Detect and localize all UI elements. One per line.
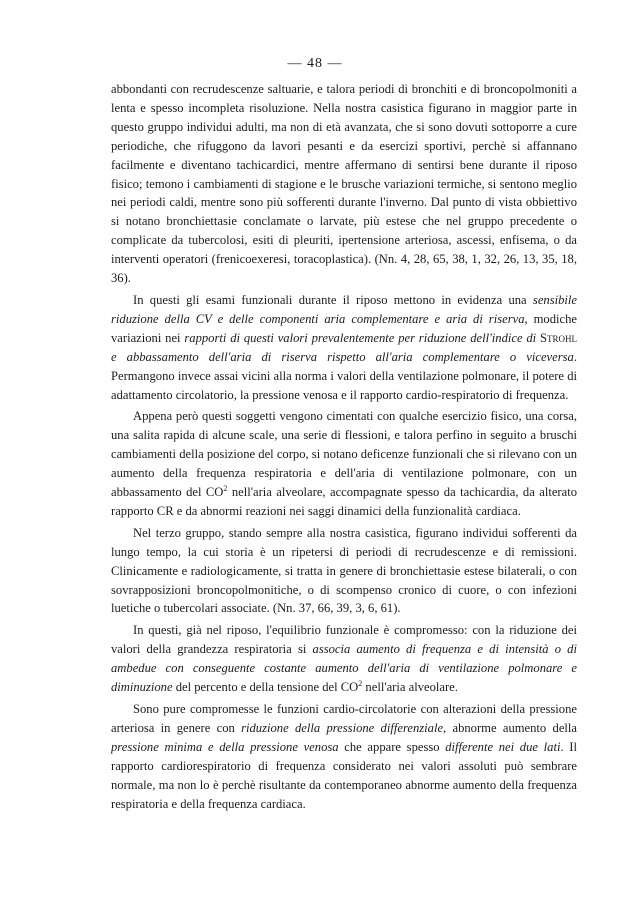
text-run: nell'aria alveolare. (362, 680, 458, 695)
emphasis-italic: riduzione della pressione differenziale (241, 720, 444, 735)
paragraph (111, 407, 577, 520)
emphasis-italic: e abbassamento dell'aria di riserva rispetto all'aria complementare o viceversa (111, 349, 574, 364)
emphasis-italic: rapporti di questi valori prevalentemente per riduzione dell'indice di (184, 330, 540, 345)
small-caps-name: Strohl (539, 330, 577, 345)
text-run: del percento e della tensione del CO (172, 680, 359, 695)
paragraph (111, 291, 577, 404)
text-run: , modiche variazioni nei (111, 311, 577, 345)
text-run: abbondanti con recrudescenze saltuarie, e talora periodi di bronchiti e di broncopolmoniti a lenta e spesso incompleta risoluzione. Nella nostra casistica figurano in maggior parte in questo gruppo individui adulti, ma non di età avanzata, che si sono dovuti sottoporre a cure periodiche, che rifuggono da lavori pesanti e da esercizi sportivi, perchè si affannano facilmente e diventano tachicardici, mentre affermano di sentirsi bene durante il riposo fisico; temono i cambiamenti di stagione e le brusche variazioni termiche, si sentono meglio nei periodi caldi, mentre sono più sofferenti durante l'inverno. Dal punto di vista obbiettivo si notano bronchiettasie conclamate o larvate, più estese che nel gruppo precedente o complicate da tubercolosi, esiti di pleuriti, ipertensione arteriosa, ascessi, enfisema, o da interventi operatori (frenicoexeresi, toracoplastica). (Nn. 4, 28, 65, 38, 1, 32, 26, 13, 35, 18, 36). (111, 82, 577, 286)
text-run: Appena però questi soggetti vengono cimentati con qualche esercizio fisico, una corsa, una salita rapida di alcune scale, una serie di flessioni, e talora perfino in seguito a bruschi cambiamenti della posizione del corpo, si notano deficenze funzionali che si rilevano con un aumento della frequenza respiratoria e dell'aria di ventilazione polmonare, con un abbassamento del CO (111, 409, 577, 500)
paragraph (111, 524, 577, 619)
text-run: In questi gli esami funzionali durante il riposo mettono in evidenza una (133, 292, 533, 307)
text-run: nell'aria alveolare, accompagnate spesso da tachicardia, da alterato rapporto CR e da abnormi reazioni nei saggi dinamici della funzionalità cardiaca. (111, 485, 577, 518)
body-text (111, 80, 577, 813)
paragraph (111, 621, 577, 697)
superscript: 2 (223, 484, 228, 494)
emphasis-italic: sensibile riduzione della CV e delle componenti aria complementare e aria di riserva (111, 292, 577, 326)
text-run: Sono pure compromesse le funzioni cardio-circolatorie con alterazioni della pressione arteriosa in genere con (111, 702, 577, 735)
text-run: Nel terzo gruppo, stando sempre alla nostra casistica, figurano individui sofferenti da lungo tempo, la cui storia è un ripetersi di periodi di recrudescenze e di remissioni. Clinicamente e radiologicamente, si tratta in genere di bronchiettasie estese bilaterali, o con sovrapposizioni broncopolmonitiche, o di scompenso cronico di cuore, o con infezioni luetiche o tubercolari associate. (Nn. 37, 66, 39, 3, 6, 61). (111, 525, 577, 616)
emphasis-italic: associa aumento di frequenza e di intensità o di ambedue con conseguente costante aumento dell'aria di ventilazione polmonare e diminuzione (111, 642, 577, 695)
text-run: . Il rapporto cardiorespiratorio di frequenza considerato nei valori assoluti può sembrare normale, ma non lo è perchè risultante da contemporaneo abnorme aumento della frequenza respiratoria e della frequenza cardiaca. (111, 739, 577, 811)
superscript: 2 (358, 679, 363, 689)
text-run: che appare spesso (338, 739, 446, 754)
emphasis-italic: pressione minima e della pressione venosa (111, 739, 339, 754)
text-run: . Permangono invece assai vicini alla norma i valori della ventilazione polmonare, il potere di adattamento circolatorio, la pressione venosa e il rapporto cardio-respiratorio di frequenza. (111, 349, 577, 402)
emphasis-italic: differente nei due lati (445, 739, 561, 754)
text-run: , abnorme aumento della (443, 720, 577, 735)
paragraph (111, 700, 577, 813)
text-run: In questi, già nel riposo, l'equilibrio funzionale è compromesso: con la riduzione dei valori della grandezza respiratoria si (111, 623, 577, 657)
page-number: — 48 — (287, 56, 343, 71)
paragraph (111, 80, 577, 288)
